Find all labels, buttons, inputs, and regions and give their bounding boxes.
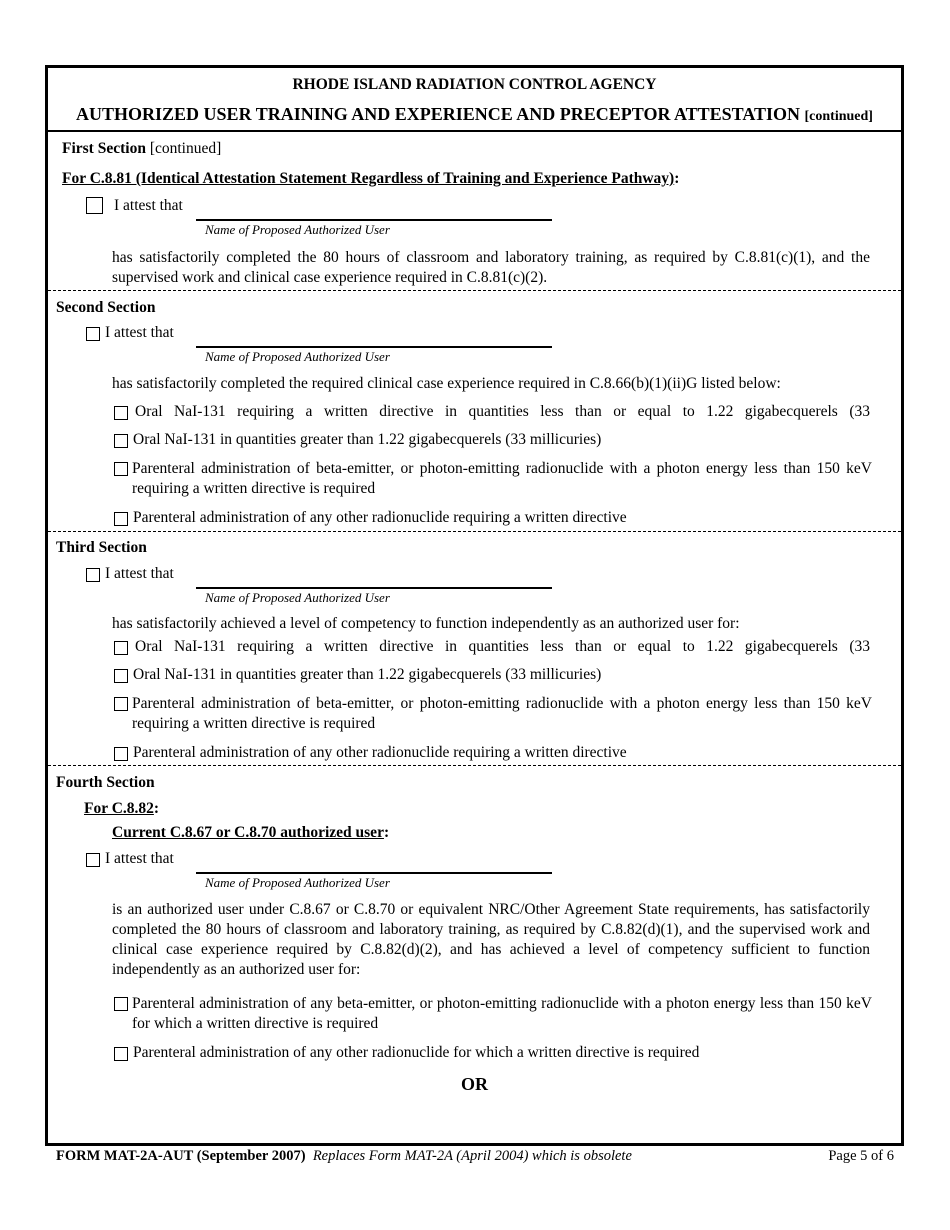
second-section-attest-checkbox[interactable]	[86, 327, 100, 341]
second-item-4-text: Parenteral administration of any other radionuclide requiring a written directive	[133, 509, 627, 526]
fourth-item-1-text	[132, 994, 872, 1034]
third-item-2-checkbox[interactable]	[114, 669, 128, 683]
third-section-name-line[interactable]	[196, 587, 552, 589]
or-separator: OR	[461, 1074, 488, 1094]
second-item-2-text: Oral NaI-131 in quantities greater than 1.22 gigabecquerels (33 millicuries)	[133, 431, 602, 448]
fourth-section-title: Fourth Section	[56, 774, 155, 791]
third-section-title: Third Section	[56, 539, 147, 556]
second-section-name-caption: Name of Proposed Authorized User	[205, 349, 390, 364]
fourth-section-sub1	[84, 800, 159, 818]
first-section-name-line[interactable]	[196, 219, 552, 221]
footer-page-number: Page 5 of 6	[828, 1148, 894, 1164]
fourth-section-name-line[interactable]	[196, 872, 552, 874]
fourth-section-sub2-text: Current C.8.67 or C.8.70 authorized user	[112, 824, 384, 841]
form-title-continued: [continued]	[804, 109, 873, 124]
second-item-3-checkbox[interactable]	[114, 462, 128, 476]
third-item-3-label: Parenteral administration of beta-emitter, or photon-emitting radionuclide with a photon energy less than 150 keV requiring a written directive is required	[132, 695, 872, 732]
fourth-section-sub1-colon: :	[153, 800, 160, 817]
fourth-section-sub1-text: For C.8.82	[84, 800, 154, 817]
fourth-item-1-body	[132, 994, 872, 1034]
third-section-attest-label: I attest that	[105, 565, 174, 582]
second-section-name-line[interactable]	[196, 346, 552, 348]
second-item-4-checkbox[interactable]	[114, 512, 128, 526]
first-section-heading	[62, 140, 221, 158]
second-item-3-label: Parenteral administration of beta-emitter, or photon-emitting radionuclide with a photon energy less than 150 keV requiring a written directive is required	[132, 460, 872, 497]
first-section-subheading-text: For C.8.81 (Identical Attestation Statement Regardless of Training and Experience Pathway)	[62, 170, 675, 187]
fourth-section-attest-checkbox[interactable]	[86, 853, 100, 867]
second-item-1-checkbox[interactable]	[114, 406, 128, 420]
fourth-section-statement: is an authorized user under C.8.67 or C.8.70 or equivalent NRC/Other Agreement State requirements, has satisfactorily completed the 80 hours of classroom and laboratory training, as required by C.8.82(d)(1), and the supervised work and clinical case experience required by C.8.82(d)(2), and has achieved a level of competency sufficient to function independently as an authorized user for:	[112, 901, 870, 978]
third-item-4-text: Parenteral administration of any other radionuclide requiring a written directive	[133, 744, 627, 761]
third-item-2-text: Oral NaI-131 in quantities greater than 1.22 gigabecquerels (33 millicuries)	[133, 666, 602, 683]
fourth-item-1-checkbox[interactable]	[114, 997, 128, 1011]
second-section-attest-label: I attest that	[105, 324, 174, 341]
section-divider-1	[48, 290, 901, 291]
first-section-subheading	[62, 170, 679, 188]
fourth-section-attest-label: I attest that	[105, 850, 174, 867]
form-frame	[45, 65, 904, 1146]
fourth-section-sub2	[112, 824, 389, 842]
third-section-name-caption: Name of Proposed Authorized User	[205, 590, 390, 605]
third-section-attest-checkbox[interactable]	[86, 568, 100, 582]
first-section-attest-label: I attest that	[114, 197, 183, 214]
first-section-continued: [continued]	[149, 140, 222, 157]
fourth-item-1-label: Parenteral administration of any beta-emitter, or photon-emitting radionuclide with a photon energy less than 150 keV for which a written directive is required	[132, 995, 872, 1032]
first-section-attest-checkbox[interactable]	[86, 197, 103, 214]
first-section-subheading-colon: :	[674, 170, 680, 187]
first-section-name-caption: Name of Proposed Authorized User	[205, 222, 390, 237]
third-item-3-body	[132, 694, 872, 734]
fourth-section-name-caption: Name of Proposed Authorized User	[205, 875, 390, 890]
agency-name: RHODE ISLAND RADIATION CONTROL AGENCY	[292, 76, 657, 93]
third-item-4-checkbox[interactable]	[114, 747, 128, 761]
form-title	[48, 104, 901, 125]
third-section-statement: has satisfactorily achieved a level of competency to function independently as an authorized user for:	[112, 615, 740, 632]
second-item-2-checkbox[interactable]	[114, 434, 128, 448]
section-divider-3	[48, 765, 901, 766]
second-item-3-body	[132, 459, 872, 499]
section-divider-2	[48, 531, 901, 532]
second-section-title: Second Section	[56, 299, 156, 316]
third-item-1-checkbox[interactable]	[114, 641, 128, 655]
first-section-title: First Section	[62, 140, 146, 157]
fourth-item-2-text: Parenteral administration of any other radionuclide for which a written directive is required	[133, 1044, 700, 1061]
third-item-3-text	[132, 694, 872, 734]
second-item-3-text	[132, 459, 872, 499]
fourth-item-2-checkbox[interactable]	[114, 1047, 128, 1061]
form-title-text: AUTHORIZED USER TRAINING AND EXPERIENCE AND PRECEPTOR ATTESTATION	[76, 104, 801, 124]
second-section-statement: has satisfactorily completed the required clinical case experience required in C.8.66(b)(1)(ii)G listed below:	[112, 375, 781, 392]
first-section-statement: has satisfactorily completed the 80 hours of classroom and laboratory training, as required by C.8.81(c)(1), and the supervised work and clinical case experience required in C.8.81(c)(2).	[112, 249, 870, 286]
footer-replaces: Replaces Form MAT-2A (April 2004) which is obsolete	[312, 1148, 632, 1164]
header-divider	[48, 130, 901, 132]
third-item-1-text: Oral NaI-131 requiring a written directive in quantities less than or equal to 1.22 gigabecquerels (33	[135, 638, 870, 655]
second-item-1-text: Oral NaI-131 requiring a written directive in quantities less than or equal to 1.22 gigabecquerels (33	[135, 403, 870, 420]
fourth-section-sub2-colon: :	[383, 824, 390, 841]
third-item-3-checkbox[interactable]	[114, 697, 128, 711]
footer-form-id: FORM MAT-2A-AUT (September 2007)	[56, 1148, 306, 1164]
footer-form-info	[56, 1148, 632, 1165]
